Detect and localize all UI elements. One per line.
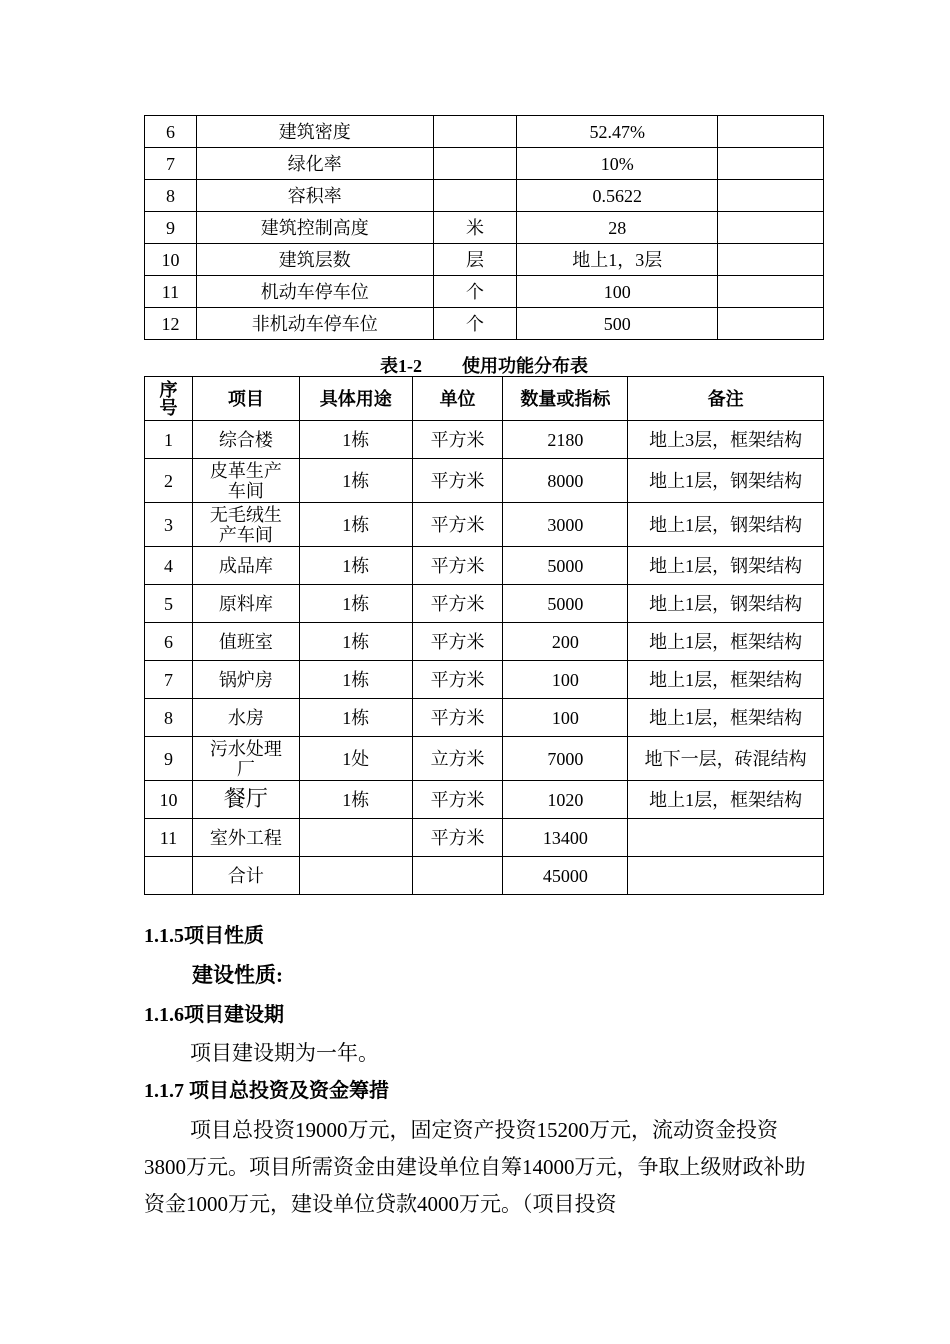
- table-cell-note: [718, 180, 824, 212]
- table-cell-unit: 平方米: [412, 585, 503, 623]
- table-row: [145, 276, 824, 308]
- table-row: [145, 781, 824, 819]
- header-use: 具体用途: [299, 377, 412, 421]
- table-cell-unit: 层: [433, 244, 517, 276]
- table-cell-use: 1栋: [299, 459, 412, 503]
- table-cell-item: [192, 819, 299, 857]
- table-cell-note: [628, 857, 824, 895]
- table-cell-unit: 平方米: [412, 699, 503, 737]
- table-cell-note: 地上1层，框架结构: [628, 623, 824, 661]
- table-cell-use: 1栋: [299, 699, 412, 737]
- table-row: [145, 585, 824, 623]
- table-cell-item: [192, 699, 299, 737]
- table-cell-use: 1栋: [299, 623, 412, 661]
- table-cell-item: [192, 421, 299, 459]
- table-cell-no: 12: [145, 308, 197, 340]
- table-row: [145, 737, 824, 781]
- table-cell-value: 500: [517, 308, 718, 340]
- table-cell-item: [192, 857, 299, 895]
- table-cell-item: [192, 585, 299, 623]
- item-label: 无毛绒生产车间: [209, 504, 282, 545]
- table-cell-qty: 13400: [503, 819, 628, 857]
- table-cell-qty: 7000: [503, 737, 628, 781]
- table-row: [145, 421, 824, 459]
- table-cell-no: 1: [145, 421, 193, 459]
- table-cell-name: 机动车停车位: [196, 276, 433, 308]
- header-no: 序号: [145, 377, 193, 421]
- table-cell-no: 10: [145, 781, 193, 819]
- table-cell-qty: 3000: [503, 503, 628, 547]
- table-cell-unit: [433, 116, 517, 148]
- table-cell-no: 9: [145, 737, 193, 781]
- table-cell-use: 1栋: [299, 503, 412, 547]
- table-cell-value: 10%: [517, 148, 718, 180]
- table-cell-no: 3: [145, 503, 193, 547]
- table-cell-use: 1栋: [299, 585, 412, 623]
- table-cell-note: [718, 244, 824, 276]
- table-cell-note: [718, 276, 824, 308]
- table-cell-value: 0.5622: [517, 180, 718, 212]
- table-cell-unit: 平方米: [412, 781, 503, 819]
- table-cell-no: 4: [145, 547, 193, 585]
- table-cell-item: [192, 459, 299, 503]
- table-cell-use: 1栋: [299, 661, 412, 699]
- item-label: 成品库: [218, 555, 273, 576]
- table-cell-unit: 平方米: [412, 503, 503, 547]
- table-cell-name: 建筑层数: [196, 244, 433, 276]
- table-cell-note: 地上1层，框架结构: [628, 781, 824, 819]
- table-cell-name: 建筑密度: [196, 116, 433, 148]
- table-row: [145, 148, 824, 180]
- table-cell-value: 28: [517, 212, 718, 244]
- construction-nature-label: 建设性质:: [192, 963, 283, 987]
- table-cell-name: 非机动车停车位: [196, 308, 433, 340]
- item-label: 污水处理厂: [209, 738, 282, 779]
- table-cell-unit: 平方米: [412, 421, 503, 459]
- table-cell-use: 1栋: [299, 781, 412, 819]
- table-cell-unit: 平方米: [412, 661, 503, 699]
- table-cell-unit: 立方米: [412, 737, 503, 781]
- table-cell-qty: 5000: [503, 547, 628, 585]
- table-cell-no: 7: [145, 148, 197, 180]
- section-heading-1-1-6: 1.1.6项目建设期: [144, 1004, 284, 1026]
- table-cell-item: [192, 623, 299, 661]
- investment-paragraph: 项目总投资19000万元，固定资产投资15200万元，流动资金投资3800万元。项目所需资金由建设单位自筹14000万元，争取上级财政补助资金1000万元，建设单位贷款4000万元。（项目投资: [144, 1118, 806, 1216]
- table-cell-qty: 200: [503, 623, 628, 661]
- indicator-table: [144, 115, 824, 340]
- item-label: 餐厅: [223, 786, 268, 811]
- table-cell-note: 地上1层，钢架结构: [628, 585, 824, 623]
- table-cell-no: 8: [145, 699, 193, 737]
- table-row: [145, 116, 824, 148]
- table-cell-qty: 100: [503, 661, 628, 699]
- header-qty: 数量或指标: [503, 377, 628, 421]
- table-cell-unit: 个: [433, 308, 517, 340]
- table-cell-unit: 平方米: [412, 623, 503, 661]
- table-cell-note: [628, 819, 824, 857]
- function-distribution-table: [144, 376, 824, 895]
- table-cell-unit: 米: [433, 212, 517, 244]
- table-cell-no: 6: [145, 623, 193, 661]
- item-label: 室外工程: [209, 827, 282, 848]
- header-note: 备注: [628, 377, 824, 421]
- table-header-row: [145, 377, 824, 421]
- table-cell-qty: 8000: [503, 459, 628, 503]
- table-cell-no: 9: [145, 212, 197, 244]
- table-cell-qty: 45000: [503, 857, 628, 895]
- table-cell-item: [192, 547, 299, 585]
- table-cell-item: [192, 503, 299, 547]
- item-label: 锅炉房: [218, 669, 273, 690]
- table-cell-item: [192, 781, 299, 819]
- table-cell-no: 2: [145, 459, 193, 503]
- table-caption-title: 使用功能分布表: [462, 356, 588, 376]
- table-cell-note: 地上1层，钢架结构: [628, 547, 824, 585]
- table-cell-unit: 平方米: [412, 459, 503, 503]
- table-caption-number: 表1-2: [380, 356, 422, 376]
- table-cell-use: 1栋: [299, 421, 412, 459]
- table-cell-use: [299, 857, 412, 895]
- table-cell-note: 地上1层，框架结构: [628, 699, 824, 737]
- table-cell-qty: 2180: [503, 421, 628, 459]
- table-cell-unit: 平方米: [412, 547, 503, 585]
- table-cell-no: 7: [145, 661, 193, 699]
- table-cell-unit: 平方米: [412, 819, 503, 857]
- table-cell-value: 52.47%: [517, 116, 718, 148]
- table-row: [145, 308, 824, 340]
- table-cell-no: 5: [145, 585, 193, 623]
- table-cell-no: 6: [145, 116, 197, 148]
- table-cell-no: [145, 857, 193, 895]
- table-cell-no: 11: [145, 276, 197, 308]
- table-row: [145, 503, 824, 547]
- table-row: [145, 244, 824, 276]
- item-label: 合计: [227, 865, 264, 886]
- table-cell-unit: [433, 148, 517, 180]
- header-unit: 单位: [412, 377, 503, 421]
- table-cell-no: 8: [145, 180, 197, 212]
- table-cell-qty: 1020: [503, 781, 628, 819]
- table-cell-note: 地上1层，框架结构: [628, 661, 824, 699]
- table-cell-name: 容积率: [196, 180, 433, 212]
- table-row: [145, 459, 824, 503]
- table-cell-note: [718, 212, 824, 244]
- table-cell-qty: 5000: [503, 585, 628, 623]
- table-row: [145, 661, 824, 699]
- table-cell-note: 地上1层，钢架结构: [628, 503, 824, 547]
- table-cell-name: 绿化率: [196, 148, 433, 180]
- table-cell-item: [192, 737, 299, 781]
- table-cell-value: 100: [517, 276, 718, 308]
- table-cell-note: 地下一层，砖混结构: [628, 737, 824, 781]
- table-row: [145, 180, 824, 212]
- item-label: 原料库: [218, 593, 273, 614]
- table-caption: [144, 354, 824, 378]
- item-label: 皮革生产车间: [209, 460, 282, 501]
- table-cell-qty: 100: [503, 699, 628, 737]
- table-cell-use: 1处: [299, 737, 412, 781]
- section-heading-1-1-7: 1.1.7 项目总投资及资金筹措: [144, 1080, 389, 1102]
- table-cell-unit: [412, 857, 503, 895]
- table-cell-use: 1栋: [299, 547, 412, 585]
- table-cell-unit: [433, 180, 517, 212]
- table-cell-note: 地上3层，框架结构: [628, 421, 824, 459]
- section-heading-1-1-5: 1.1.5项目性质: [144, 925, 264, 947]
- table-cell-no: 10: [145, 244, 197, 276]
- table-cell-item: [192, 661, 299, 699]
- table-cell-value: 地上1，3层: [517, 244, 718, 276]
- table-cell-unit: 个: [433, 276, 517, 308]
- table-row: [145, 623, 824, 661]
- item-label: 综合楼: [218, 429, 273, 450]
- table-cell-name: 建筑控制高度: [196, 212, 433, 244]
- table-row: [145, 699, 824, 737]
- table-cell-use: [299, 819, 412, 857]
- table-cell-no: 11: [145, 819, 193, 857]
- table-cell-note: [718, 116, 824, 148]
- construction-period-text: 项目建设期为一年。: [190, 1041, 379, 1065]
- item-label: 值班室: [218, 631, 273, 652]
- table-row: [145, 857, 824, 895]
- table-row: [145, 212, 824, 244]
- item-label: 水房: [227, 707, 264, 728]
- table-cell-note: [718, 308, 824, 340]
- table-cell-note: 地上1层，钢架结构: [628, 459, 824, 503]
- table-row: [145, 547, 824, 585]
- table-cell-note: [718, 148, 824, 180]
- header-item: 项目: [192, 377, 299, 421]
- table-row: [145, 819, 824, 857]
